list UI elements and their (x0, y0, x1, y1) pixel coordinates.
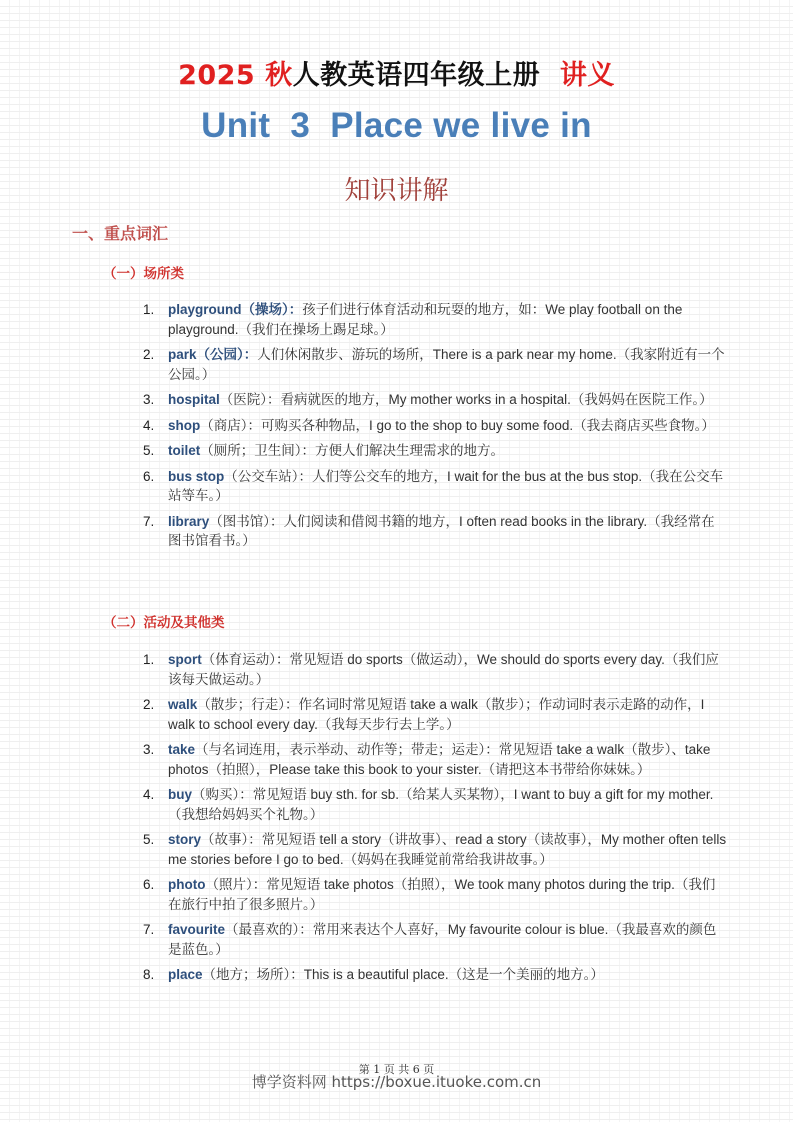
vocab-list-places (143, 300, 728, 557)
document-title (0, 53, 793, 92)
vocab-word: photo (168, 877, 206, 892)
group-heading-places: （一）场所类 (103, 266, 184, 282)
vocab-word: toilet (168, 443, 201, 458)
vocab-list-activities (143, 650, 728, 991)
page-indicator: 第 1 页 共 6 页 (358, 1063, 435, 1076)
unit-title: Unit 3 Place we live in (201, 106, 592, 145)
list-item: 4. buy（购买）：常见短语 buy sth. for sb.（给某人买某物），I want to buy a gift for my mother.（我想给妈妈买个礼物。） (143, 787, 714, 822)
vocab-word: place (168, 967, 203, 982)
title-year: 2025 秋 (178, 60, 293, 91)
list-item: 3. hospital（医院）：看病就医的地方，My mother works in a hospital.（我妈妈在医院工作。） (143, 392, 713, 407)
list-item: 2. walk（散步；行走）：作名词时常见短语 take a walk（散步）；作动词时表示走路的动作，I walk to school every day.（我每天步行去上学。） (143, 697, 705, 732)
list-item: 7. library（图书馆）：人们阅读和借阅书籍的地方，I often read books in the library.（我经常在图书馆看书。） (143, 513, 715, 548)
vocab-word: story (168, 832, 202, 847)
list-item: 1. playground（操场）：孩子们进行体育活动和玩耍的地方，如：We play football on the playground.（我们在操场上踢足球。） (143, 302, 683, 337)
vocab-word: walk (168, 697, 198, 712)
list-item: 7. favourite（最喜欢的）：常用来表达个人喜好，My favourite colour is blue.（我最喜欢的颜色是蓝色。） (143, 922, 717, 957)
vocab-word: library (168, 513, 210, 529)
vocab-word: sport (168, 652, 202, 667)
title-main: 人教英语四年级上册 (292, 60, 541, 91)
list-item: 3. take（与名词连用，表示举动、动作等；带走；运走）：常见短语 take a walk（散步）、take photos（拍照），Please take this book to your sister.（请把这本书带给你妹妹。） (143, 742, 711, 777)
vocab-word: playground（操场）： (168, 302, 303, 317)
list-item: 5. story（故事）：常见短语 tell a story（讲故事）、read a story（读故事），My mother often tells me stories before I go to bed.（妈妈在我睡觉前常给我讲故事。） (143, 832, 727, 867)
list-item: 2. park（公园）：人们休闲散步、游玩的场所，There is a park near my home.（我家附近有一个公园。） (143, 347, 725, 382)
list-item: 8. place（地方；场所）：This is a beautiful place.（这是一个美丽的地方。） (143, 967, 604, 982)
list-item: 5. toilet（厕所；卫生间）：方便人们解决生理需求的地方。 (143, 443, 504, 458)
vocab-word: favourite (168, 922, 226, 937)
vocab-word: shop (168, 417, 201, 433)
group-heading-activities: （二）活动及其他类 (103, 615, 225, 631)
vocab-word: take (168, 742, 196, 757)
list-item: 6. bus stop（公交车站）：人们等公交车的地方，I wait for the bus at the bus stop.（我在公交车站等车。） (143, 468, 724, 503)
section-subtitle: 知识讲解 (344, 176, 449, 206)
section-heading-vocabulary: 一、重点词汇 (72, 224, 169, 243)
list-item: 1. sport（体育运动）：常见短语 do sports（做运动），We should do sports every day.（我们应该每天做运动。） (143, 652, 719, 687)
list-item: 4. shop（商店）：可购买各种物品，I go to the shop to buy some food.（我去商店买些食物。） (143, 417, 715, 433)
vocab-word: park（公园）： (168, 347, 258, 362)
title-suffix: 讲义 (559, 60, 615, 91)
vocab-word: hospital (168, 392, 220, 407)
site-watermark: 博学资料网 https://boxue.ituoke.com.cn (251, 1073, 542, 1091)
vocab-word: bus stop (168, 468, 225, 484)
list-item: 6. photo（照片）：常见短语 take photos（拍照），We took many photos during the trip.（我们在旅行中拍了很多照片。） (143, 877, 716, 912)
vocab-word: buy (168, 787, 193, 802)
